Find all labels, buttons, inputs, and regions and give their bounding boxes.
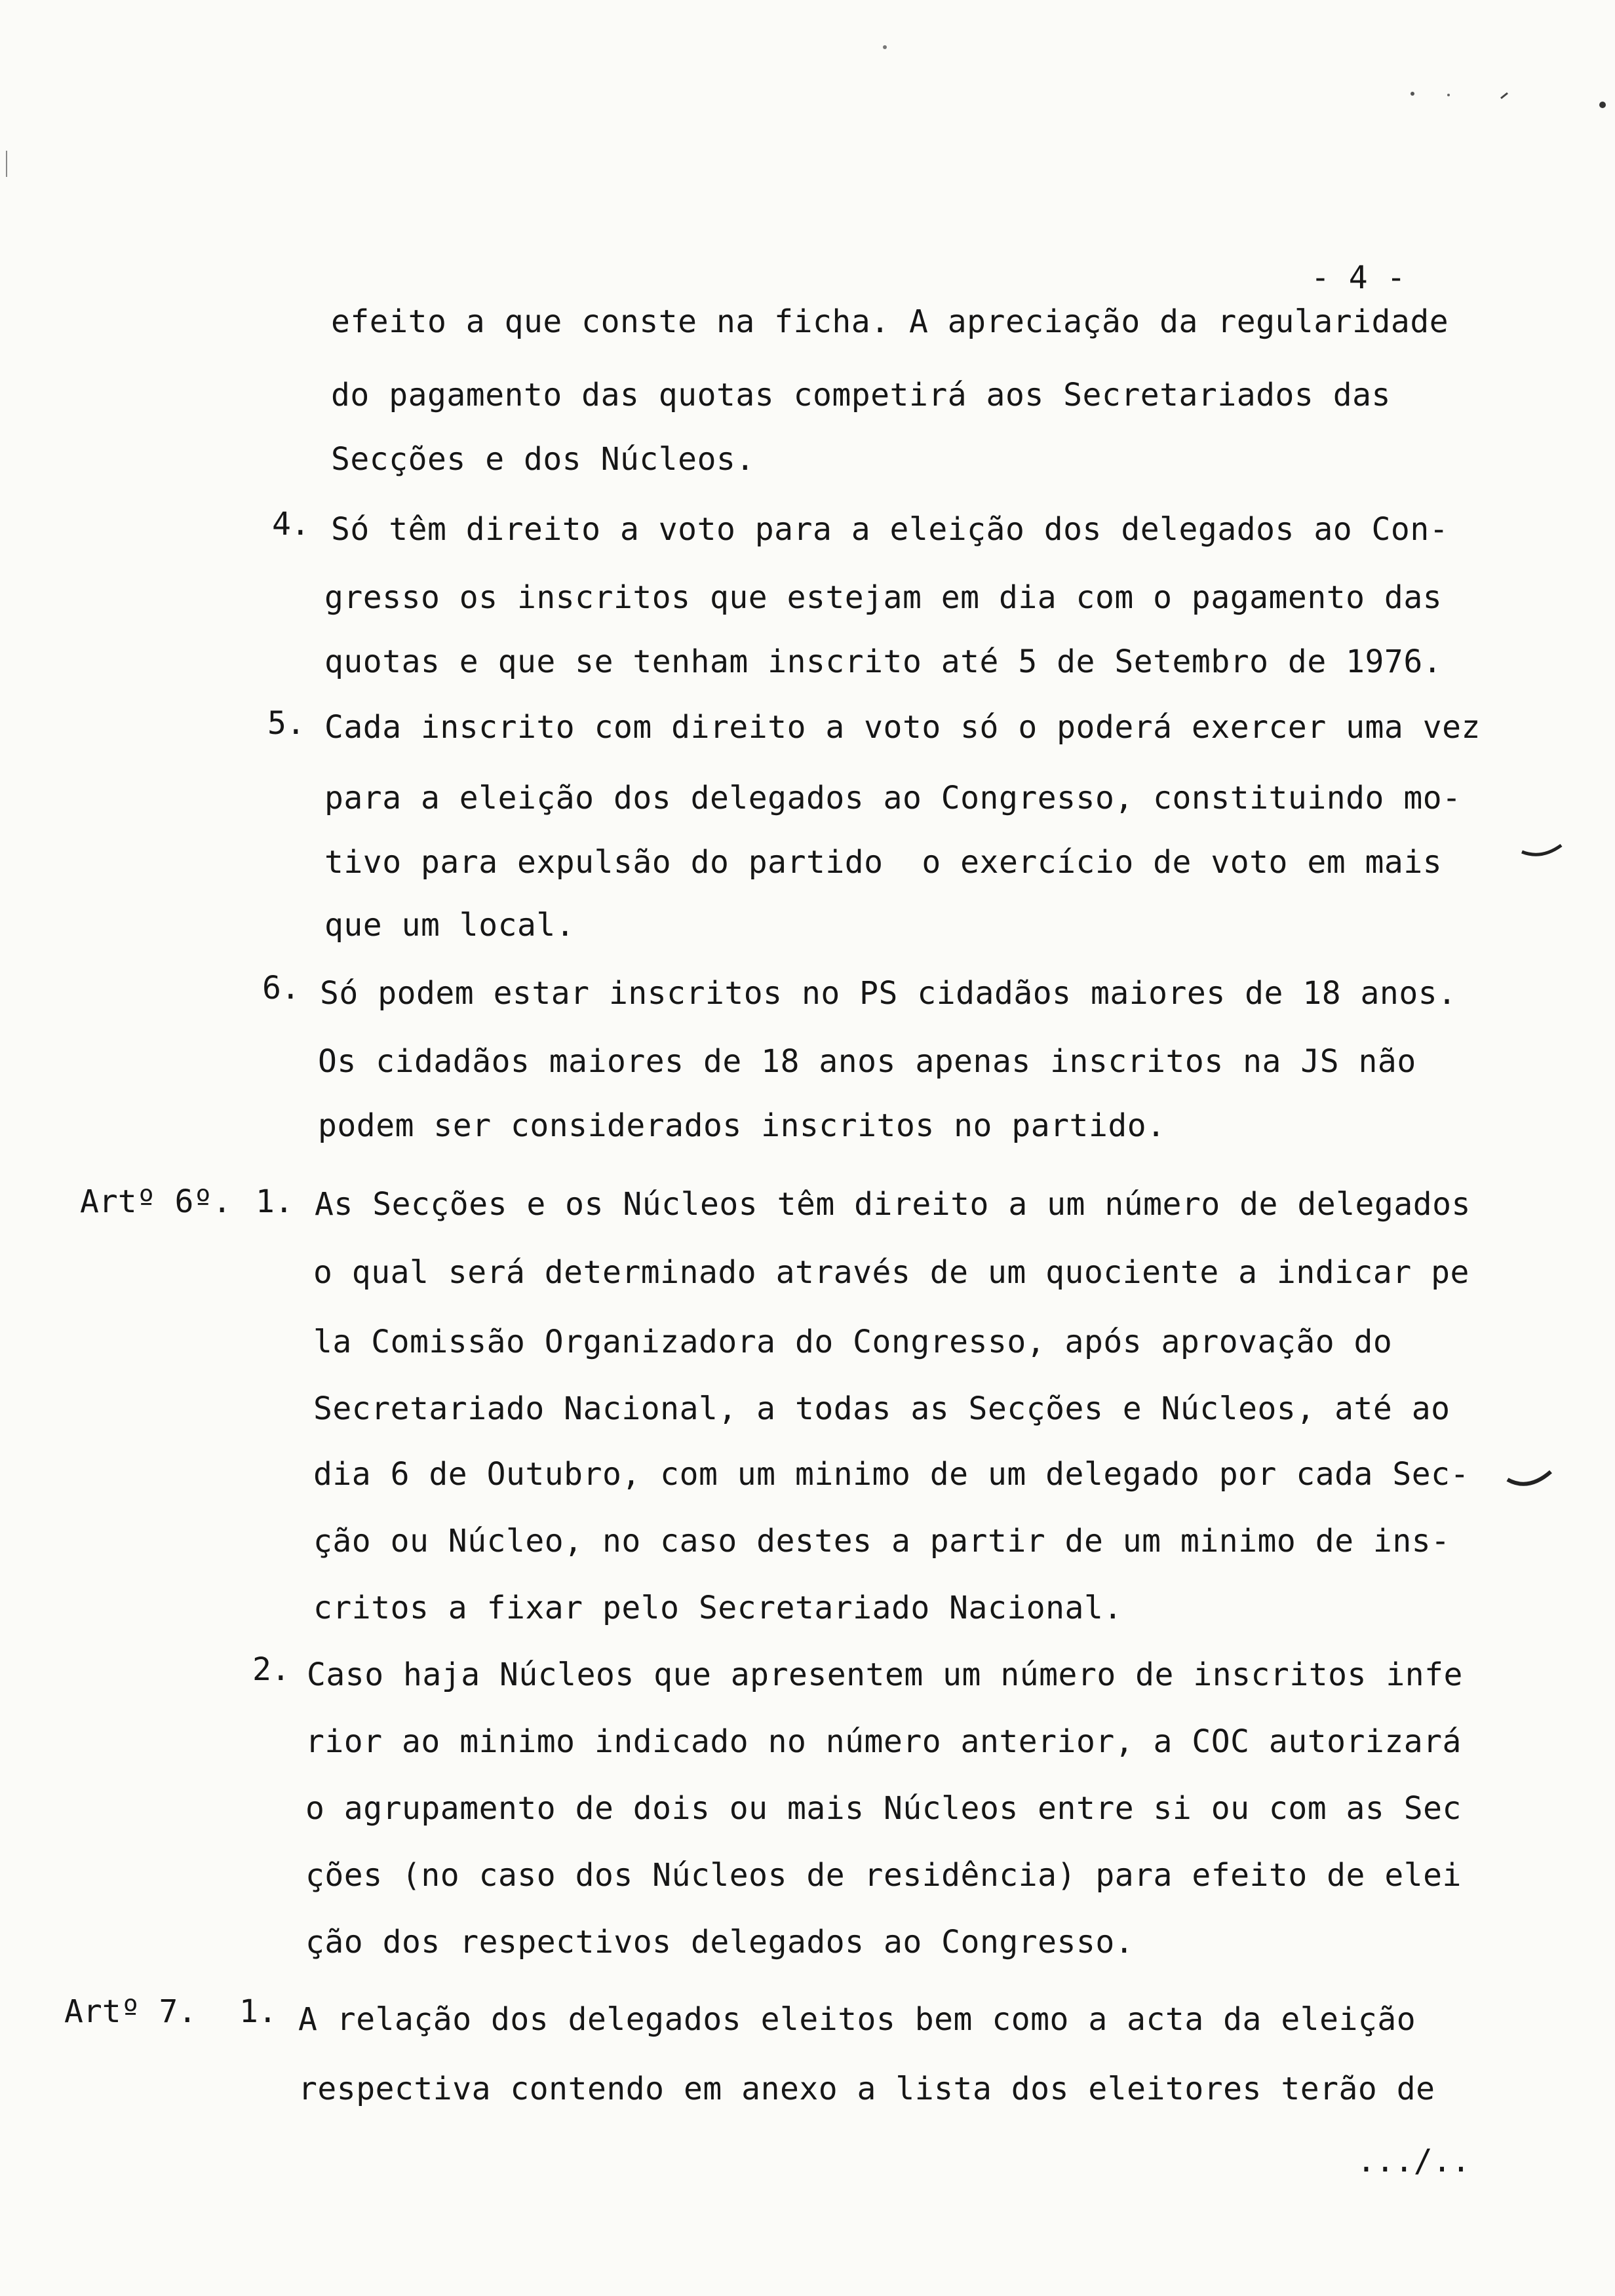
- text-line: para a eleição dos delegados ao Congresso, constituindo mo-: [324, 780, 1462, 816]
- text-line: As Secções e os Núcleos têm direito a um número de delegados: [315, 1186, 1471, 1223]
- text-line: quotas e que se tenham inscrito até 5 de Setembro de 1976.: [324, 643, 1443, 680]
- text-line: dia 6 de Outubro, com um minimo de um delegado por cada Sec-: [313, 1456, 1469, 1493]
- text-line: Os cidadãos maiores de 18 anos apenas inscritos na JS não: [318, 1043, 1416, 1080]
- article-label: Artº 7.: [64, 1993, 197, 2030]
- text-line: Caso haja Núcleos que apresentem um número de inscritos infe: [307, 1656, 1463, 1693]
- item-number: 2.: [252, 1651, 290, 1688]
- text-line: respectiva contendo em anexo a lista dos eleitores terão de: [298, 2071, 1435, 2107]
- text-line: o qual será determinado através de um quociente a indicar pe: [313, 1254, 1469, 1291]
- page-number: - 4 -: [1311, 259, 1406, 296]
- text-line: podem ser considerados inscritos no partido.: [318, 1107, 1166, 1144]
- text-line: ção ou Núcleo, no caso destes a partir de um minimo de ins-: [313, 1523, 1450, 1559]
- text-line: Só têm direito a voto para a eleição dos delegados ao Con-: [331, 511, 1449, 548]
- text-line: ções (no caso dos Núcleos de residência) para efeito de elei: [305, 1857, 1462, 1894]
- continuation-mark: .../..: [1357, 2143, 1471, 2179]
- text-line: Cada inscrito com direito a voto só o poderá exercer uma vez: [324, 709, 1481, 746]
- text-line: ção dos respectivos delegados ao Congresso.: [305, 1924, 1135, 1961]
- text-line: do pagamento das quotas competirá aos Secretariados das: [331, 377, 1391, 413]
- text-line: que um local.: [324, 907, 575, 944]
- item-number: 6.: [262, 970, 300, 1006]
- item-number: 5.: [267, 705, 305, 742]
- item-number: 1.: [256, 1183, 294, 1220]
- item-number: 4.: [272, 506, 310, 543]
- text-line: gresso os inscritos que estejam em dia com o pagamento das: [324, 579, 1443, 616]
- text-line: efeito a que conste na ficha. A apreciação da regularidade: [331, 303, 1449, 340]
- article-label: Artº 6º.: [80, 1183, 232, 1220]
- text-line: tivo para expulsão do partido o exercício de voto em mais: [324, 844, 1443, 881]
- text-line: rior ao minimo indicado no número anterior, a COC autorizará: [305, 1723, 1462, 1760]
- text-line: la Comissão Organizadora do Congresso, após aprovação do: [313, 1324, 1393, 1360]
- item-number: 1.: [239, 1993, 277, 2030]
- text-line: Secretariado Nacional, a todas as Secções e Núcleos, até ao: [313, 1390, 1450, 1427]
- text-line: o agrupamento de dois ou mais Núcleos entre si ou com as Sec: [305, 1790, 1462, 1827]
- text-line: Secções e dos Núcleos.: [331, 441, 755, 478]
- text-line: critos a fixar pelo Secretariado Nacional.: [313, 1590, 1123, 1626]
- text-line: Só podem estar inscritos no PS cidadãos maiores de 18 anos.: [320, 975, 1457, 1012]
- text-line: A relação dos delegados eleitos bem como a acta da eleição: [298, 2001, 1416, 2038]
